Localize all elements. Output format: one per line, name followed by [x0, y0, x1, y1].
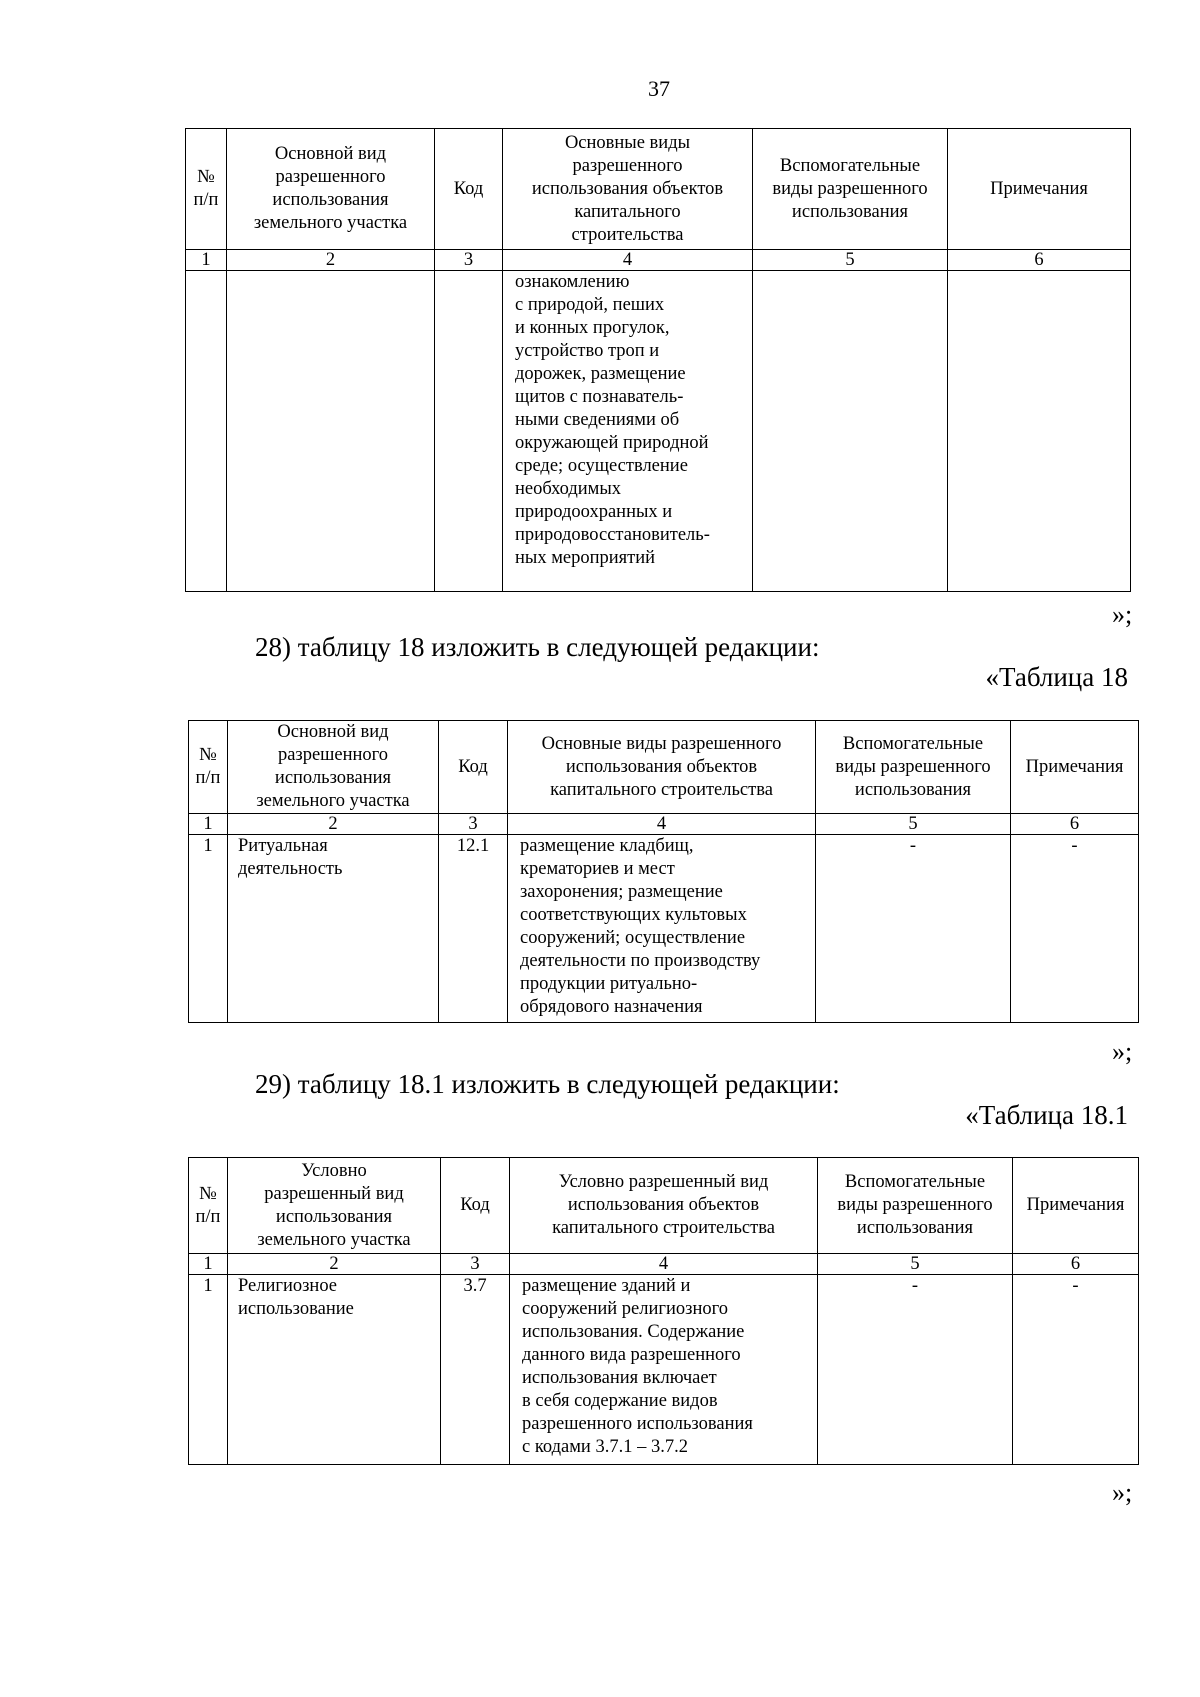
- column-number: 6: [948, 250, 1131, 271]
- header-notes: Примечания: [948, 129, 1131, 250]
- closing-quote: »;: [1112, 1478, 1133, 1507]
- column-number: 4: [508, 814, 816, 835]
- column-number: 2: [228, 814, 439, 835]
- closing-quote: »;: [1112, 600, 1133, 629]
- column-number: 3: [441, 1254, 510, 1275]
- table-continued: [185, 128, 1131, 592]
- row-land-use: Религиозное использование: [228, 1275, 441, 1465]
- header-code: Код: [435, 129, 503, 250]
- row-notes: [948, 271, 1131, 592]
- header-notes: Примечания: [1013, 1158, 1139, 1254]
- row-auxiliary: -: [818, 1275, 1013, 1465]
- column-number: 2: [228, 1254, 441, 1275]
- column-number: 1: [189, 1254, 228, 1275]
- row-auxiliary: -: [816, 835, 1011, 1023]
- header-code: Код: [439, 721, 508, 814]
- header-notes: Примечания: [1011, 721, 1139, 814]
- column-number: 4: [503, 250, 753, 271]
- column-number: 2: [227, 250, 435, 271]
- table-18-caption: «Таблица 18: [985, 662, 1128, 692]
- table-18-1-caption: «Таблица 18.1: [965, 1100, 1128, 1130]
- column-number: 4: [510, 1254, 818, 1275]
- row-auxiliary: [753, 271, 948, 592]
- closing-quote: »;: [1112, 1037, 1133, 1066]
- column-number: 1: [189, 814, 228, 835]
- header-capital-construction: Основные виды разрешенного использования объектов капитального строительства: [503, 129, 753, 250]
- row-notes: -: [1011, 835, 1139, 1023]
- row-notes: -: [1013, 1275, 1139, 1465]
- column-number: 5: [753, 250, 948, 271]
- row-code: [435, 271, 503, 592]
- header-num: № п/п: [186, 129, 227, 250]
- row-num: 1: [189, 1275, 228, 1465]
- header-auxiliary: Вспомогательные виды разрешенного использования: [753, 129, 948, 250]
- page-number: 37: [648, 76, 670, 101]
- column-number: 5: [816, 814, 1011, 835]
- column-number: 3: [435, 250, 503, 271]
- table-18: [188, 720, 1139, 1023]
- header-land-use: Основной вид разрешенного использования земельного участка: [227, 129, 435, 250]
- column-number: 6: [1011, 814, 1139, 835]
- row-num: 1: [189, 835, 228, 1023]
- header-auxiliary: Вспомогательные виды разрешенного использования: [818, 1158, 1013, 1254]
- column-number: 5: [818, 1254, 1013, 1275]
- row-description: ознакомлению с природой, пеших и конных прогулок, устройство троп и дорожек, размещение щитов с познаватель- ными сведениями об окружающей природной среде; осуществление необходимых природоохранных и природовосстановитель- ных мероприятий: [503, 271, 753, 592]
- row-description: размещение кладбищ, крематориев и мест захоронения; размещение соответствующих культовых сооружений; осуществление деятельности по производству продукции ритуально- обрядового назначения: [508, 835, 816, 1023]
- row-land-use: Ритуальная деятельность: [228, 835, 439, 1023]
- row-code: 3.7: [441, 1275, 510, 1465]
- header-land-use: Условно разрешенный вид использования земельного участка: [228, 1158, 441, 1254]
- header-capital-construction: Условно разрешенный вид использования объектов капитального строительства: [510, 1158, 818, 1254]
- header-capital-construction: Основные виды разрешенного использования объектов капитального строительства: [508, 721, 816, 814]
- paragraph-item-29: 29) таблицу 18.1 изложить в следующей редакции:: [255, 1069, 840, 1099]
- paragraph-item-28: 28) таблицу 18 изложить в следующей редакции:: [255, 632, 820, 662]
- header-num: № п/п: [189, 721, 228, 814]
- row-description: размещение зданий и сооружений религиозного использования. Содержание данного вида разрешенного использования включает в себя содержание видов разрешенного использования с кодами 3.7.1 – 3.7.2: [510, 1275, 818, 1465]
- header-num: № п/п: [189, 1158, 228, 1254]
- table-18-1: [188, 1157, 1139, 1465]
- row-num: [186, 271, 227, 592]
- column-number: 3: [439, 814, 508, 835]
- header-code: Код: [441, 1158, 510, 1254]
- header-land-use: Основной вид разрешенного использования земельного участка: [228, 721, 439, 814]
- column-number: 1: [186, 250, 227, 271]
- row-land-use: [227, 271, 435, 592]
- column-number: 6: [1013, 1254, 1139, 1275]
- row-code: 12.1: [439, 835, 508, 1023]
- header-auxiliary: Вспомогательные виды разрешенного использования: [816, 721, 1011, 814]
